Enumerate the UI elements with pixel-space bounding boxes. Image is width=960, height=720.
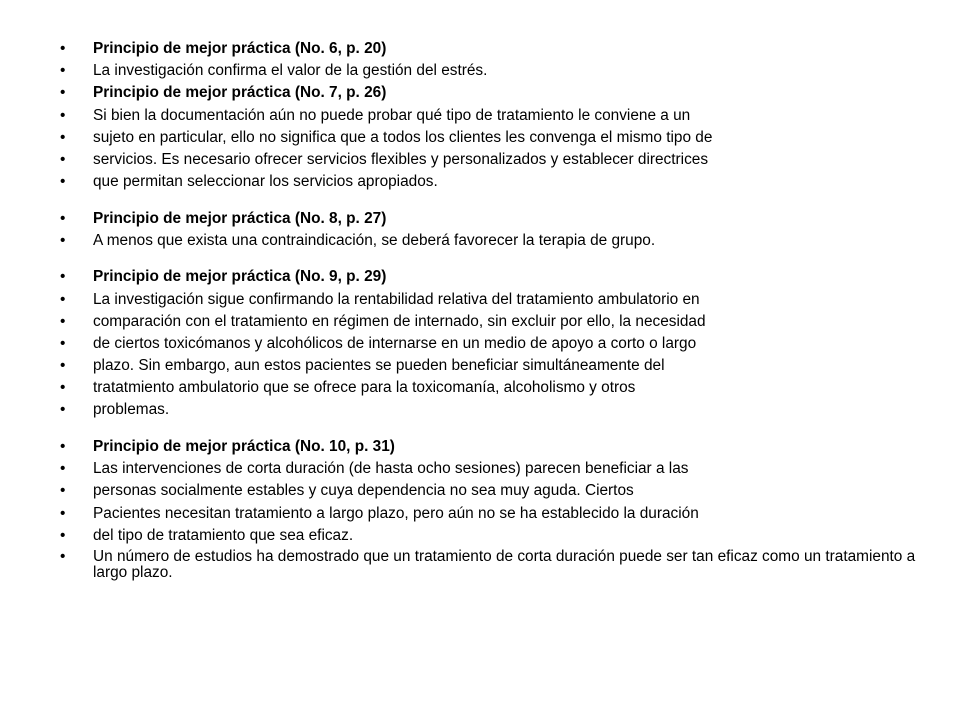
principle-heading-text: Principio de mejor práctica (No. 10, p. 31)	[93, 437, 395, 455]
bullet-icon: •	[60, 268, 66, 286]
bullet-list	[60, 40, 930, 585]
bullet-icon: •	[60, 150, 66, 168]
bullet-icon: •	[60, 62, 66, 80]
bullet-icon: •	[60, 40, 66, 57]
list-item	[60, 527, 930, 545]
bullet-icon: •	[60, 128, 66, 146]
principle-heading-text: Principio de mejor práctica (No. 9, p. 29)	[93, 268, 387, 286]
list-item-text: que permitan seleccionar los servicios apropiados.	[93, 173, 438, 191]
list-item	[60, 107, 930, 125]
bullet-icon: •	[60, 334, 66, 352]
list-item	[60, 313, 930, 331]
list-item-text: sujeto en particular, ello no significa que a todos los clientes les convenga el mismo tipo de	[93, 128, 713, 146]
list-item	[60, 62, 930, 80]
list-item-text: servicios. Es necesario ofrecer servicios flexibles y personalizados y establecer directrices	[93, 150, 709, 168]
list-item-text: problemas.	[93, 401, 170, 419]
list-item-text: Si bien la documentación aún no puede probar qué tipo de tratamiento le conviene a un	[93, 106, 691, 124]
list-item	[60, 151, 930, 169]
list-item	[60, 335, 930, 353]
bullet-icon: •	[60, 379, 66, 397]
bullet-icon: •	[60, 357, 66, 375]
list-item	[60, 460, 930, 478]
bullet-icon: •	[60, 231, 66, 249]
bullet-icon: •	[60, 209, 66, 227]
list-item	[60, 173, 930, 191]
list-item	[60, 232, 930, 250]
list-item	[60, 129, 930, 147]
bullet-icon: •	[60, 547, 66, 565]
list-item-text: A menos que exista una contraindicación, se deberá favorecer la terapia de grupo.	[93, 231, 656, 249]
list-item	[60, 291, 930, 309]
principle-heading	[60, 84, 930, 102]
list-item-text: Las intervenciones de corta duración (de hasta ocho sesiones) parecen beneficiar a las	[93, 460, 689, 478]
list-item	[60, 549, 930, 581]
principle-heading-text: Principio de mejor práctica (No. 7, p. 26)	[93, 84, 387, 102]
list-item-text: comparación con el tratamiento en régimen de internado, sin excluir por ello, la necesidad	[93, 312, 706, 330]
bullet-icon: •	[60, 460, 66, 478]
bullet-icon: •	[60, 482, 66, 500]
principle-heading-text: Principio de mejor práctica (No. 6, p. 20)	[93, 40, 387, 57]
list-item	[60, 505, 930, 523]
list-item-text: plazo. Sin embargo, aun estos pacientes se pueden beneficiar simultáneamente del	[93, 357, 665, 375]
bullet-icon: •	[60, 526, 66, 544]
bullet-icon: •	[60, 312, 66, 330]
list-item-text: La investigación confirma el valor de la gestión del estrés.	[93, 62, 488, 80]
principle-heading	[60, 438, 930, 456]
bullet-icon: •	[60, 290, 66, 308]
principle-heading	[60, 210, 930, 228]
list-item	[60, 482, 930, 500]
list-item-text: La investigación sigue confirmando la rentabilidad relativa del tratamiento ambulatorio en	[93, 290, 700, 308]
list-item-text: personas socialmente estables y cuya dependencia no sea muy aguda. Ciertos	[93, 482, 634, 500]
bullet-icon: •	[60, 401, 66, 419]
list-item	[60, 357, 930, 375]
list-item-text: del tipo de tratamiento que sea eficaz.	[93, 526, 354, 544]
list-item-text: de ciertos toxicómanos y alcohólicos de internarse en un medio de apoyo a corto o largo	[93, 334, 697, 352]
list-item	[60, 401, 930, 419]
list-item	[60, 379, 930, 397]
principle-heading-text: Principio de mejor práctica (No. 8, p. 27)	[93, 209, 387, 227]
list-item-text: tratatmiento ambulatorio que se ofrece para la toxicomanía, alcoholismo y otros	[93, 379, 636, 397]
principle-heading	[60, 40, 930, 58]
bullet-icon: •	[60, 504, 66, 522]
principle-heading	[60, 268, 930, 286]
bullet-icon: •	[60, 106, 66, 124]
bullet-icon: •	[60, 173, 66, 191]
list-item-text: Un número de estudios ha demostrado que un tratamiento de corta duración puede ser tan eficaz como un tratamiento a largo plazo.	[93, 547, 916, 581]
bullet-icon: •	[60, 84, 66, 102]
list-item-text: Pacientes necesitan tratamiento a largo plazo, pero aún no se ha establecido la duración	[93, 504, 699, 522]
bullet-icon: •	[60, 437, 66, 455]
